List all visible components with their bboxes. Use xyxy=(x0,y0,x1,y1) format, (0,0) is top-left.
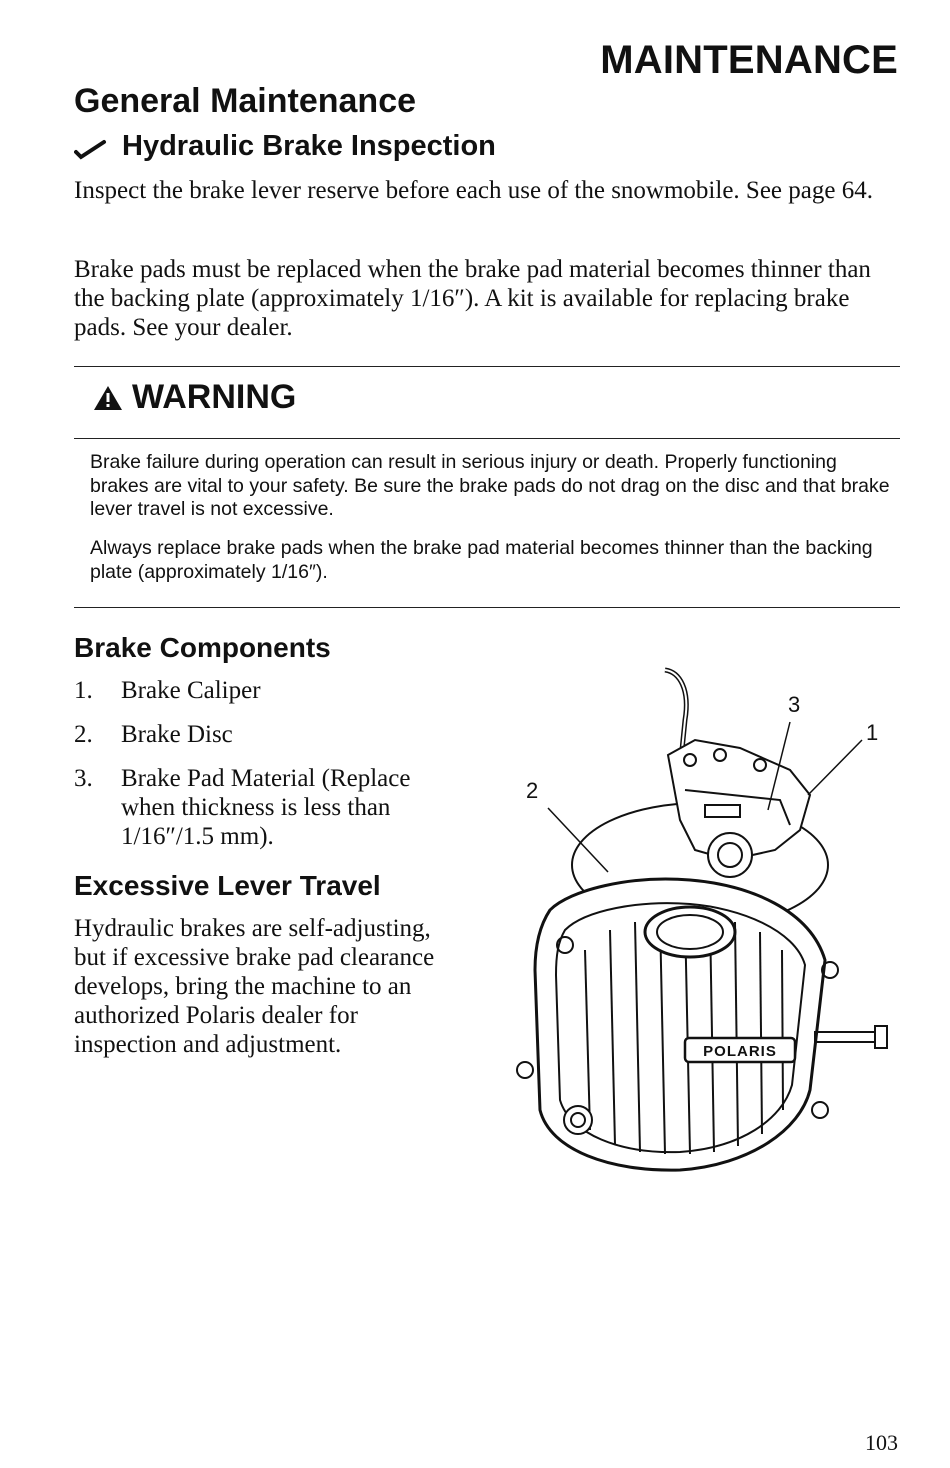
warning-text-1: Brake failure during operation can result in serious injury or death. Properly functioning brakes are vital to your safety. Be sure the brake pads do not drag on the disc and that brake lever travel is not excessive. xyxy=(90,451,890,520)
page-heading: General Maintenance xyxy=(74,82,417,120)
divider xyxy=(74,366,900,367)
lever-travel-paragraph: Hydraulic brakes are self-adjusting, but if excessive brake pad clearance develops, bring the machine to an authorized Polaris dealer for inspection and adjustment. xyxy=(74,915,435,1058)
divider xyxy=(74,607,900,608)
page-number: 103 xyxy=(865,1430,898,1455)
warning-title-text: WARNING xyxy=(132,378,297,416)
callout-2: 2 xyxy=(526,778,539,803)
components-list xyxy=(74,676,454,866)
callout-3: 3 xyxy=(788,692,801,717)
warning-triangle-icon xyxy=(92,384,124,412)
brand-logo-text: POLARIS xyxy=(703,1043,777,1060)
list-item xyxy=(74,720,454,749)
list-item-label: Brake Disc xyxy=(121,721,233,748)
list-item-number: 3. xyxy=(74,765,93,792)
divider xyxy=(74,438,900,439)
list-item-label: Brake Pad Material (Replace when thickness is less than 1/16″/1.5 mm). xyxy=(121,765,411,850)
inspect-paragraph: Inspect the brake lever reserve before each use of the snowmobile. See page 64. xyxy=(74,177,873,204)
subheading-text: Hydraulic Brake Inspection xyxy=(122,130,496,162)
list-item-label: Brake Caliper xyxy=(121,677,261,704)
brake-pad-paragraph: Brake pads must be replaced when the brake pad material becomes thinner than the backing plate (approximately 1/16″). A kit is available for replacing brake pads. See your dealer. xyxy=(74,256,871,341)
section-title: MAINTENANCE xyxy=(600,38,898,82)
brake-assembly-drawing xyxy=(490,660,900,1180)
list-item xyxy=(74,764,454,851)
warning-title xyxy=(92,378,296,417)
warning-text-2: Always replace brake pads when the brake pad material becomes thinner than the backing plate (approximately 1/16″). xyxy=(90,537,873,583)
subheading xyxy=(74,130,496,163)
list-item xyxy=(74,676,454,705)
list-item-number: 2. xyxy=(74,721,93,748)
callout-1: 1 xyxy=(866,720,879,745)
brake-components-heading: Brake Components xyxy=(74,632,331,663)
lever-travel-heading: Excessive Lever Travel xyxy=(74,870,381,901)
brake-assembly-illustration xyxy=(490,660,900,1180)
list-item-number: 1. xyxy=(74,677,93,704)
checkmark-icon xyxy=(74,136,108,158)
